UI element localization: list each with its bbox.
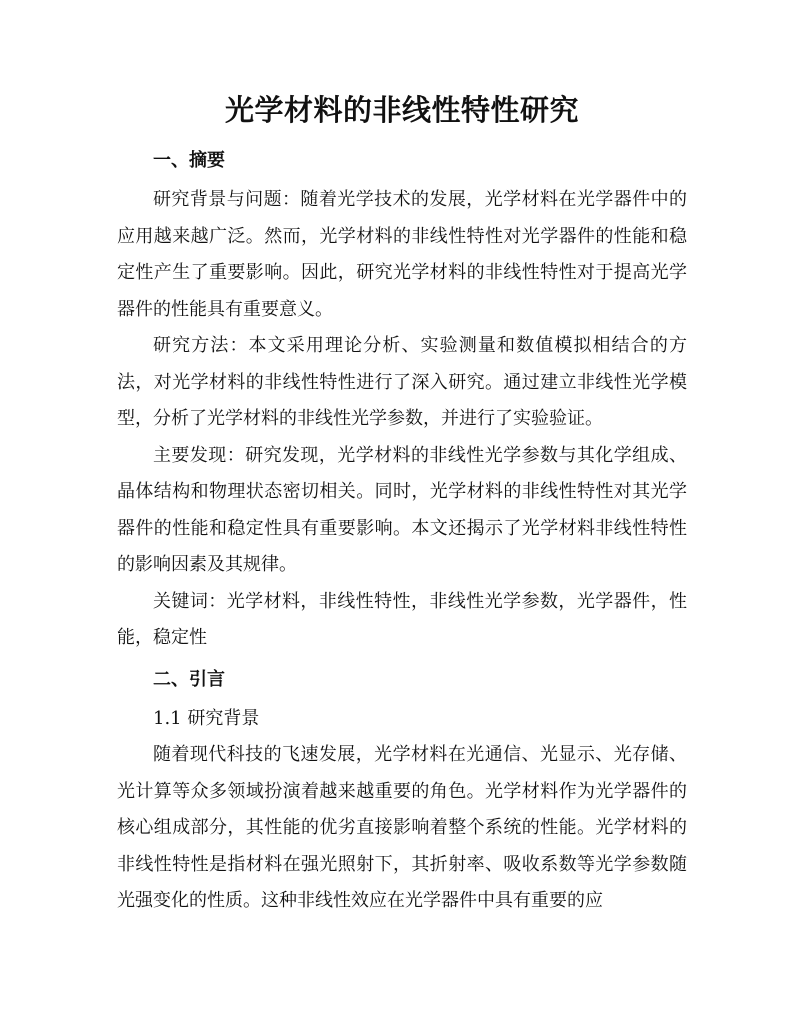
document-title: 光学材料的非线性特性研究: [224, 93, 579, 127]
abstract-methods-paragraph: 研究方法：本文采用理论分析、实验测量和数值模拟相结合的方法，对光学材料的非线性特性进行了深入研究。通过建立非线性光学模型，分析了光学材料的非线性光学参数，并进行了实验验证。: [117, 335, 687, 429]
document-page: [117, 88, 687, 920]
subsection-heading-background: 1.1 研究背景: [153, 707, 260, 729]
keywords-paragraph: 关键词：光学材料，非线性特性，非线性光学参数，光学器件，性能，稳定性: [117, 590, 687, 648]
section-heading-abstract: 一、摘要: [153, 150, 225, 171]
introduction-paragraph: 随着现代科技的飞速发展，光学材料在光通信、光显示、光存储、光计算等众多领域扮演着越来越重要的角色。光学材料作为光学器件的核心组成部分，其性能的优劣直接影响着整个系统的性能。光学材料的非线性特性是指材料在强光照射下，其折射率、吸收系数等光学参数随光强变化的性质。这种非线性效应在光学器件中具有重要的应: [117, 744, 687, 911]
section-heading-introduction: 二、引言: [153, 668, 225, 690]
abstract-background-paragraph: 研究背景与问题：随着光学技术的发展，光学材料在光学器件中的应用越来越广泛。然而，光学材料的非线性特性对光学器件的性能和稳定性产生了重要影响。因此，研究光学材料的非线性特性对于提高光学器件的性能具有重要意义。: [117, 189, 687, 320]
abstract-findings-paragraph: 主要发现：研究发现，光学材料的非线性光学参数与其化学组成、晶体结构和物理状态密切相关。同时，光学材料的非线性特性对其光学器件的性能和稳定性具有重要影响。本文还揭示了光学材料非线性特性的影响因素及其规律。: [117, 444, 687, 575]
